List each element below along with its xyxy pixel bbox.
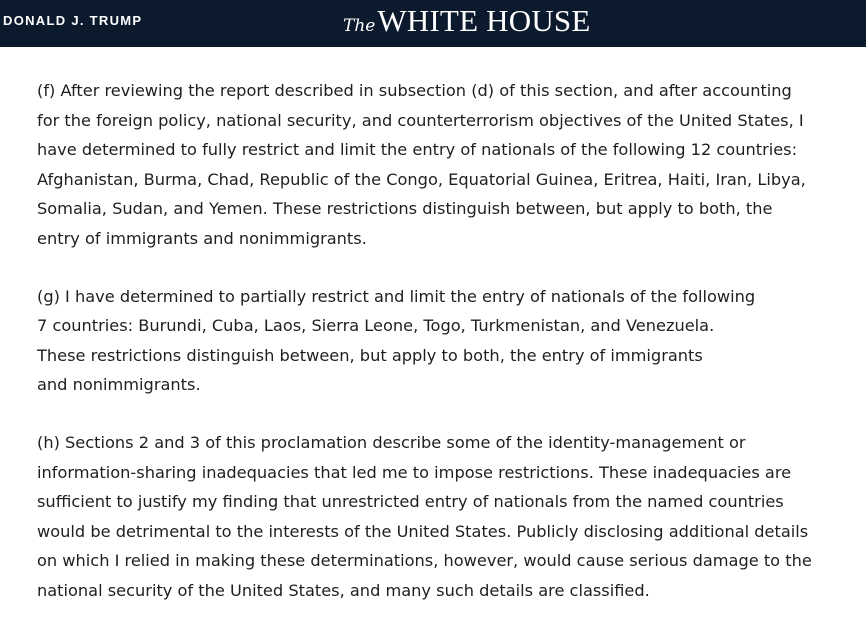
paragraph-line: and nonimmigrants.: [37, 375, 201, 395]
paragraph-line: for the foreign policy, national security, and counterterrorism objectives of the United States, I: [37, 110, 804, 130]
paragraph-line: 7 countries: Burundi, Cuba, Laos, Sierra Leone, Togo, Turkmenistan, and Venezuela.: [37, 316, 715, 336]
paragraph-line: entry of immigrants and nonimmigrants.: [37, 228, 367, 248]
site-header: [0, 0, 866, 47]
paragraph-line: (g) I have determined to partially restrict and limit the entry of nationals of the following: [37, 286, 756, 306]
logo-the: The: [343, 16, 376, 36]
paragraph-line: information-sharing inadequacies that led me to impose restrictions. These inadequacies are: [37, 462, 792, 482]
paragraph-line: (h) Sections 2 and 3 of this proclamation describe some of the identity-management or: [37, 432, 746, 452]
paragraph-line: These restrictions distinguish between, but apply to both, the entry of immigrants: [37, 345, 703, 365]
logo-white-house: WHITE HOUSE: [377, 3, 591, 38]
proclamation-body: [37, 76, 866, 634]
paragraph-line: national security of the United States, and many such details are classified.: [37, 580, 650, 600]
paragraph-g: [37, 282, 866, 400]
paragraph-line: Somalia, Sudan, and Yemen. These restrictions distinguish between, but apply to both, the: [37, 199, 773, 219]
paragraph-line: have determined to fully restrict and limit the entry of nationals of the following 12 countries:: [37, 140, 798, 160]
paragraph-line: Afghanistan, Burma, Chad, Republic of the Congo, Equatorial Guinea, Eritrea, Haiti, Iran, Libya,: [37, 169, 806, 189]
paragraph-line: would be detrimental to the interests of the United States. Publicly disclosing additional details: [37, 521, 809, 541]
paragraph-f: [37, 76, 866, 254]
paragraph-line: (f) After reviewing the report described in subsection (d) of this section, and after accounting: [37, 81, 792, 100]
paragraph-line: on which I relied in making these determinations, however, would cause serious damage to the: [37, 551, 812, 571]
white-house-logo[interactable]: [343, 3, 591, 39]
paragraph-line: sufficient to justify my finding that unrestricted entry of nationals from the named countries: [37, 492, 784, 512]
site-name-link[interactable]: DONALD J. TRUMP: [3, 13, 143, 28]
paragraph-h: [37, 428, 866, 606]
